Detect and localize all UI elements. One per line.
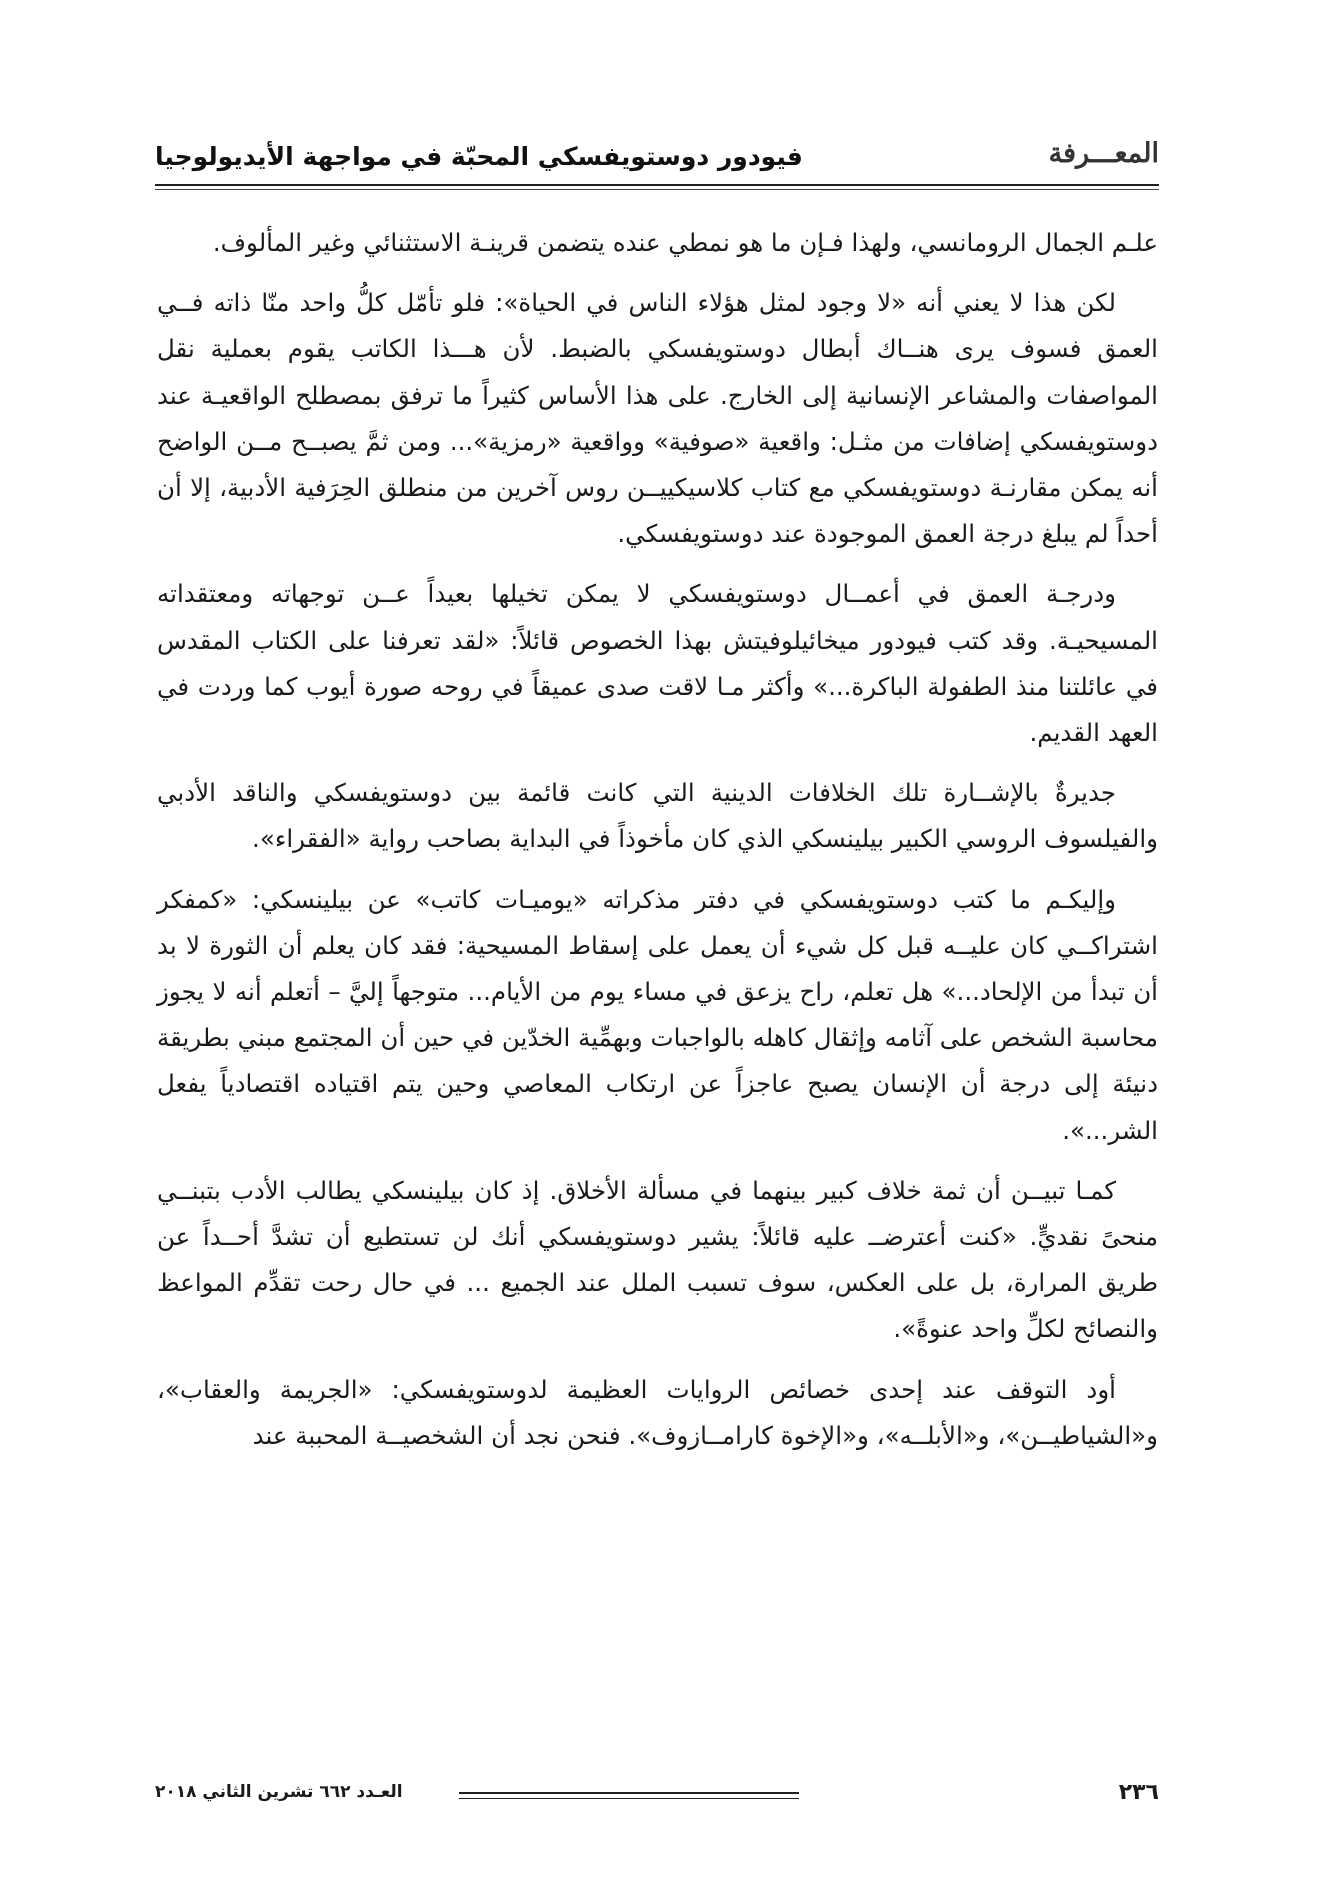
header-rule-thin [155,189,1159,190]
page-footer [155,1780,1159,1810]
paragraph: وإليكـم ما كتب دوستويفسكي في دفتر مذكراته «يوميـات كاتب» عن بيلينسكي: «كمفكر اشتراكــي كان عليــه قبل كل شيء أن يعمل على إسقاط المسيحية: فقد كان يعلم أن الثورة لا بد أن تبدأ من الإلحاد...» هل تعلم، راح يزعق في مساء يوم من الأيام... متوجهاً إليَّ – أتعلم أنه لا يجوز محاسبة الشخص على آثامه وإثقال كاهله بالواجبات وبهمِّية الخدّين في حين أن المجتمع مبني بطريقة دنيئة إلى درجة أن الإنسان يصبح عاجزاً عن ارتكاب المعاصي وحين يتم اقتياده اقتصادياً يفعل الشر...». [157,884,1158,1145]
article-body [157,220,1158,1473]
running-header [155,138,1159,182]
paragraph: لكن هذا لا يعني أنه «لا وجود لمثل هؤلاء الناس في الحياة»: فلو تأمّل كلُّ واحد منّا ذاته فــي العمق فسوف يرى هنــاك أبطال دوستويفسكي بالضبط. لأن هـــذا الكاتب يقوم بعملية نقل المواصفات والمشاعر الإنسانية إلى الخارج. على هذا الأساس كثيراً ما ترفق بمصطلح الواقعيـة عند دوستويفسكي إضافات من مثـل: واقعية «صوفية» وواقعية «رمزية»... ومن ثمَّ يصبــح مــن الواضح أنه يمكن مقارنـة دوستويفسكي مع كتاب كلاسيكييــن روس آخرين من منطلق الحِرَفية الأدبية، إلا أن أحداً لم يبلغ درجة العمق الموجودة عند دوستويفسكي. [157,288,1158,549]
paragraph: أود التوقف عند إحدى خصائص الروايات العظيمة لدوستويفسكي: «الجريمة والعقاب»، و«الشياطيــن»، و«الأبلــه»، و«الإخوة كارامــازوف». فنحن نجد أن الشخصيــة المحببة عند [157,1374,1158,1450]
journal-logo: المعـــرفة [1048,138,1159,169]
paragraph: جديرةٌ بالإشــارة تلك الخلافات الدينية التي كانت قائمة بين دوستويفسكي والناقد الأدبي والفيلسوف الروسي الكبير بيلينسكي الذي كان مأخوذاً في البداية بصاحب رواية «الفقراء». [157,778,1158,854]
paragraph: ودرجـة العمق في أعمــال دوستويفسكي لا يمكن تخيلها بعيداً عــن توجهاته ومعتقداته المسيحيـة. وقد كتب فيودور ميخائيلوفيتش بهذا الخصوص قائلاً: «لقد تعرفنا على الكتاب المقدس في عائلتنا منذ الطفولة الباكرة...» وأكثر مـا لاقت صدى عميقاً في روحه صورة أيوب كما وردت في العهد القديم. [157,579,1158,748]
issue-info: العـدد ٦٦٢ تشرين الثاني ٢٠١٨ [155,1782,403,1802]
article-title: فيودور دوستويفسكي المحبّة في مواجهة الأيديولوجيا [155,142,803,171]
footer-rule [459,1792,799,1799]
page-number: ٢٣٦ [1118,1780,1159,1805]
paragraph: كمـا تبيــن أن ثمة خلاف كبير بينهما في مسألة الأخلاق. إذ كان بيلينسكي يطالب الأدب بتبنــي منحىً نقديٍّ. «كنت أعترضــ عليه قائلاً: يشير دوستويفسكي أنك لن تستطيع أن تشدَّ أحــداً عن طريق المرارة، بل على العكس، سوف تسبب الملل عند الجميع ... في حال رحت تقدِّم المواعظ والنصائح لكلِّ واحد عنوةً». [157,1175,1158,1344]
paragraph: علـم الجمال الرومانسي، ولهذا فـإن ما هو نمطي عنده يتضمن قرينـة الاستثنائي وغير المألوف. [212,228,1158,257]
header-rule [155,184,1159,186]
